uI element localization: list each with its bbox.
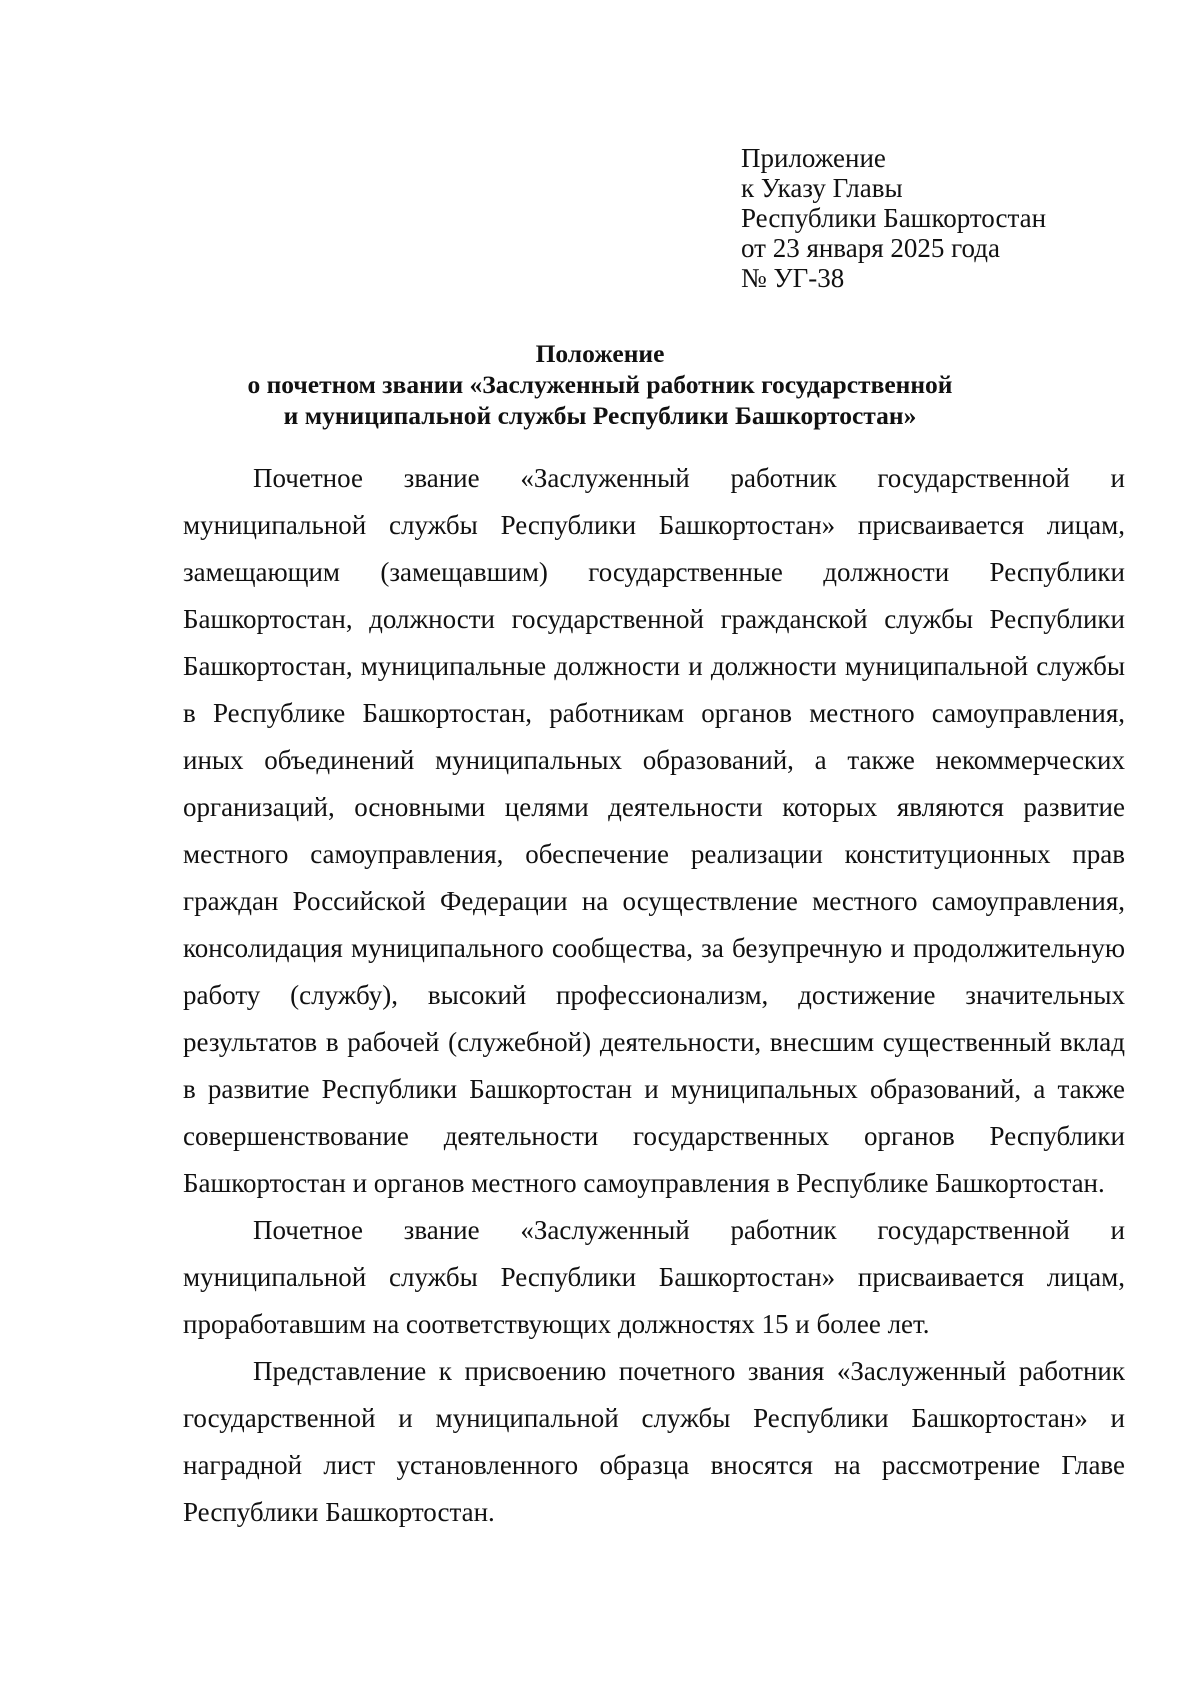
appendix-note — [741, 143, 1046, 293]
title-line: о почетном звании «Заслуженный работник государственной — [247, 370, 953, 399]
paragraph: Представление к присвоению почетного звания «Заслуженный работник государственной и муниципальной службы Республики Башкортостан» и наградной лист установленного образца вносятся на рассмотрение Главе Республики Башкортостан. — [183, 1356, 1125, 1527]
paragraph: Почетное звание «Заслуженный работник государственной и муниципальной службы Республики Башкортостан» присваивается лицам, проработавшим на соответствующих должностях 15 и более лет. — [183, 1215, 1125, 1339]
document-body — [183, 455, 1125, 1536]
appendix-line: Приложение — [741, 143, 886, 173]
title-line: Положение — [535, 339, 665, 368]
paragraph: Почетное звание «Заслуженный работник государственной и муниципальной службы Республики Башкортостан» присваивается лицам, замещающим (замещавшим) государственные должности Республики Башкортостан, должности государственной гражданской службы Республики Башкортостан, муниципальные должности и должности муниципальной службы в Республике Башкортостан, работникам органов местного самоуправления, иных объединений муниципальных образований, а также некоммерческих организаций, основными целями деятельности которых являются развитие местного самоуправления, обеспечение реализации конституционных прав граждан Российской Федерации на осуществление местного самоуправления, консолидация муниципального сообщества, за безупречную и продолжительную работу (службу), высокий профессионализм, достижение значительных результатов в рабочей (служебной) деятельности, внесшим существенный вклад в развитие Республики Башкортостан и муниципальных образований, а также совершенствование деятельности государственных органов Республики Башкортостан и органов местного самоуправления в Республике Башкортостан. — [183, 463, 1125, 1198]
title-line: и муниципальной службы Республики Башкортостан» — [283, 401, 917, 430]
appendix-line: к Указу Главы — [741, 173, 903, 203]
appendix-line: от 23 января 2025 года — [741, 233, 1000, 263]
appendix-line: Республики Башкортостан — [741, 203, 1047, 233]
document-title — [150, 338, 1050, 431]
appendix-line: № УГ-38 — [741, 263, 845, 293]
